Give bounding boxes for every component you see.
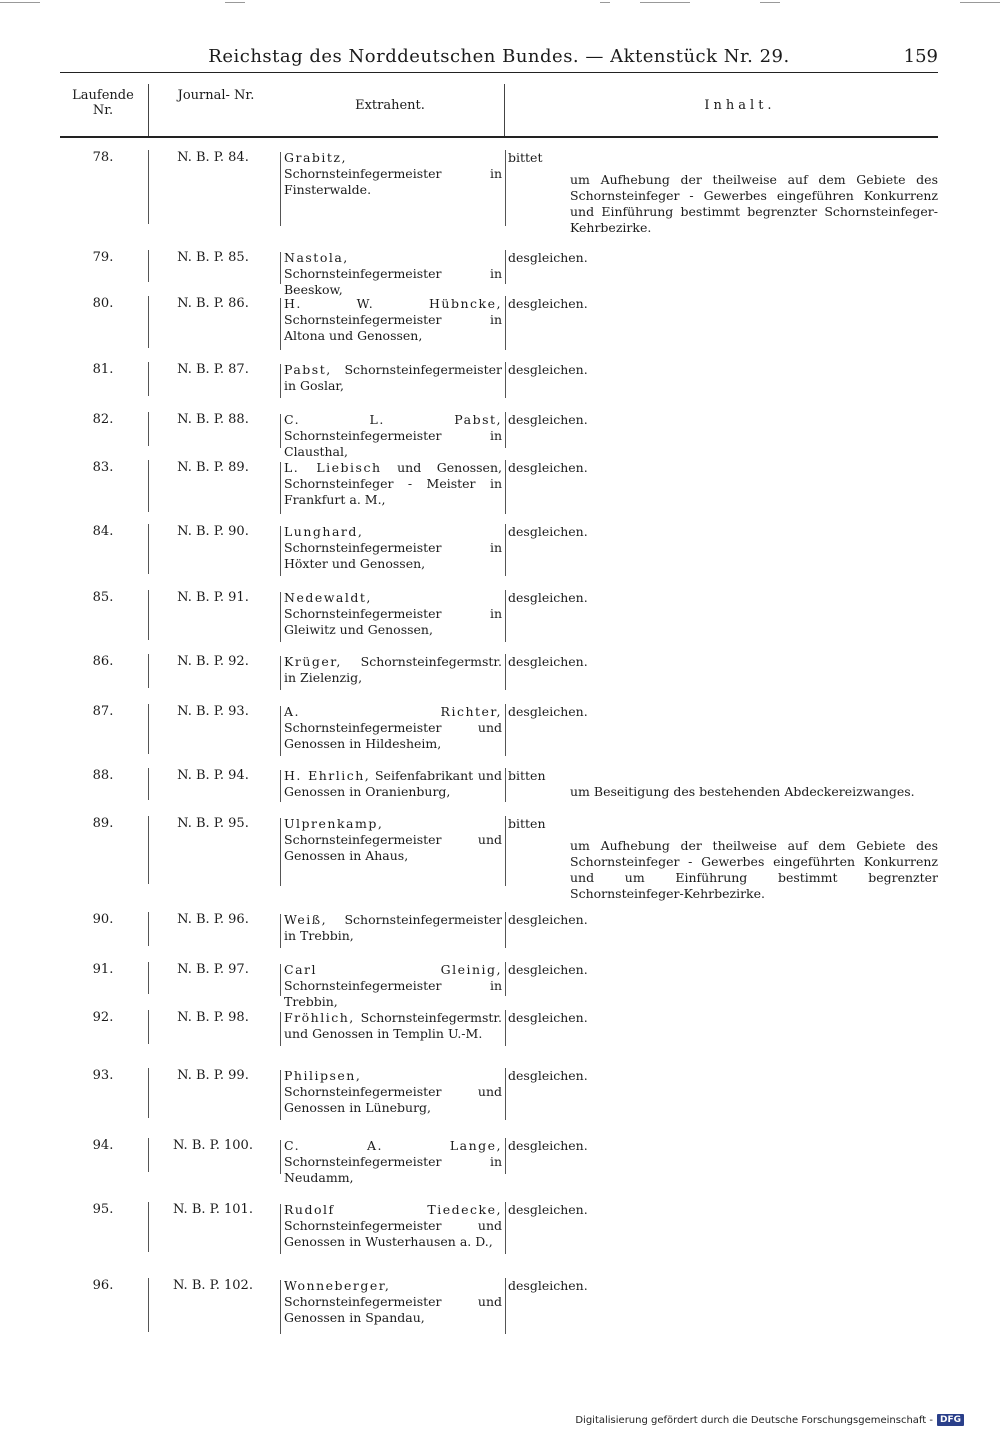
journal-number: N. B. P. 90. bbox=[177, 524, 249, 539]
column-divider bbox=[280, 298, 281, 350]
inhalt-lead: bitten bbox=[508, 816, 546, 831]
column-divider bbox=[148, 1202, 149, 1252]
row-number: 92. bbox=[92, 1010, 114, 1025]
extrahent-cell bbox=[284, 412, 502, 460]
column-divider bbox=[280, 462, 281, 514]
table-row bbox=[0, 150, 1000, 235]
row-number: 89. bbox=[92, 816, 114, 831]
inhalt-lead: bittet bbox=[508, 150, 543, 165]
extrahent-name: C. L. Pabst, bbox=[284, 412, 502, 427]
extrahent-cell bbox=[284, 150, 502, 198]
column-divider bbox=[148, 250, 149, 282]
column-divider bbox=[280, 526, 281, 576]
inhalt-lead: desgleichen. bbox=[508, 1138, 588, 1153]
table-row bbox=[0, 250, 1000, 297]
column-divider bbox=[505, 704, 506, 756]
column-divider bbox=[280, 706, 281, 756]
column-divider bbox=[280, 592, 281, 642]
extrahent-cell bbox=[284, 912, 502, 944]
column-divider bbox=[280, 964, 281, 996]
table-row bbox=[0, 1138, 1000, 1185]
inhalt-lead: desgleichen. bbox=[508, 1068, 588, 1083]
column-header-inhalt: Inhalt. bbox=[704, 98, 776, 113]
column-divider bbox=[280, 818, 281, 886]
inhalt-lead: desgleichen. bbox=[508, 524, 588, 539]
extrahent-name: Wonneberger, bbox=[284, 1278, 391, 1293]
extrahent-cell bbox=[284, 1068, 502, 1116]
journal-number: N. B. P. 86. bbox=[177, 296, 249, 311]
journal-number: N. B. P. 100. bbox=[173, 1138, 253, 1153]
column-divider bbox=[148, 590, 149, 640]
column-divider bbox=[148, 1010, 149, 1044]
inhalt-text: um Aufhebung der theilweise auf dem Gebiete des Schornsteinfeger - Gewerbes eingeführen Konkurrenz und Einführung bestimmt begrenzter Schornsteinfeger-Kehrbezirke. bbox=[570, 172, 938, 235]
inhalt-text: um Beseitigung des bestehenden Abdeckereizwanges. bbox=[570, 784, 915, 799]
extrahent-cell bbox=[284, 1138, 502, 1186]
table-row bbox=[0, 912, 1000, 952]
row-number: 93. bbox=[92, 1068, 114, 1083]
extrahent-name: H. W. Hübncke, bbox=[284, 296, 502, 311]
journal-number: N. B. P. 87. bbox=[177, 362, 249, 377]
row-number: 88. bbox=[92, 768, 114, 783]
column-divider bbox=[280, 914, 281, 948]
extrahent-name: L. Liebisch bbox=[284, 460, 382, 475]
table-row bbox=[0, 1202, 1000, 1258]
column-divider bbox=[148, 654, 149, 688]
column-divider bbox=[148, 84, 149, 136]
inhalt-lead: bitten bbox=[508, 768, 546, 783]
column-divider bbox=[505, 250, 506, 284]
journal-number: N. B. P. 97. bbox=[177, 962, 249, 977]
inhalt-lead: desgleichen. bbox=[508, 296, 588, 311]
extrahent-name: Grabitz, bbox=[284, 150, 347, 165]
extrahent-name: H. Ehrlich, bbox=[284, 768, 371, 783]
row-number: 86. bbox=[92, 654, 114, 669]
extrahent-name: Nastola, bbox=[284, 250, 349, 265]
inhalt-lead: desgleichen. bbox=[508, 912, 588, 927]
inhalt-lead: desgleichen. bbox=[508, 1278, 588, 1293]
row-number: 90. bbox=[92, 912, 114, 927]
row-number: 81. bbox=[92, 362, 114, 377]
column-divider bbox=[505, 362, 506, 398]
row-number: 84. bbox=[92, 524, 114, 539]
column-divider bbox=[148, 1068, 149, 1118]
extrahent-description: Schornsteinfegermeister und Genossen in Spandau, bbox=[284, 1294, 502, 1325]
extrahent-name: Fröhlich, bbox=[284, 1010, 355, 1025]
column-divider bbox=[148, 962, 149, 994]
extrahent-description: Schornsteinfegermeister und Genossen in Hildesheim, bbox=[284, 720, 502, 751]
extrahent-description: Schornsteinfegermeister in Gleiwitz und Genossen, bbox=[284, 606, 502, 637]
column-divider bbox=[148, 768, 149, 800]
extrahent-cell bbox=[284, 296, 502, 344]
extrahent-description: Schornsteinfegermeister in Goslar, bbox=[284, 362, 502, 393]
column-divider bbox=[280, 152, 281, 226]
table-row bbox=[0, 962, 1000, 1009]
extrahent-cell bbox=[284, 962, 502, 1010]
column-divider bbox=[148, 1138, 149, 1172]
column-divider bbox=[505, 150, 506, 226]
column-divider bbox=[148, 1278, 149, 1332]
column-divider bbox=[505, 912, 506, 948]
journal-number: N. B. P. 99. bbox=[177, 1068, 249, 1083]
table-row bbox=[0, 816, 1000, 901]
column-divider bbox=[505, 296, 506, 350]
column-divider bbox=[505, 1010, 506, 1046]
column-headers bbox=[60, 84, 938, 136]
extrahent-name: Rudolf Tiedecke, bbox=[284, 1202, 502, 1217]
column-divider bbox=[505, 962, 506, 996]
column-divider bbox=[148, 524, 149, 574]
row-number: 87. bbox=[92, 704, 114, 719]
extrahent-description: Schornsteinfegermeister in Altona und Genossen, bbox=[284, 312, 502, 343]
row-number: 85. bbox=[92, 590, 114, 605]
extrahent-cell bbox=[284, 654, 502, 686]
inhalt-lead: desgleichen. bbox=[508, 1010, 588, 1025]
extrahent-cell bbox=[284, 768, 502, 800]
column-divider bbox=[280, 1070, 281, 1120]
extrahent-description: Schornsteinfegermeister in Clausthal, bbox=[284, 428, 502, 459]
journal-number: N. B. P. 94. bbox=[177, 768, 249, 783]
column-divider bbox=[505, 412, 506, 448]
row-number: 79. bbox=[92, 250, 114, 265]
column-divider bbox=[280, 414, 281, 448]
column-divider bbox=[505, 1202, 506, 1254]
journal-number: N. B. P. 101. bbox=[173, 1202, 253, 1217]
extrahent-cell bbox=[284, 250, 502, 298]
journal-number: N. B. P. 85. bbox=[177, 250, 249, 265]
column-divider bbox=[505, 1138, 506, 1174]
row-number: 78. bbox=[92, 150, 114, 165]
extrahent-description: Schornsteinfegermeister und Genossen in Lüneburg, bbox=[284, 1084, 502, 1115]
journal-number: N. B. P. 92. bbox=[177, 654, 249, 669]
extrahent-name: Carl Gleinig, bbox=[284, 962, 502, 977]
inhalt-lead: desgleichen. bbox=[508, 654, 588, 669]
extrahent-name: Krüger, bbox=[284, 654, 342, 669]
journal-number: N. B. P. 95. bbox=[177, 816, 249, 831]
table-row bbox=[0, 296, 1000, 354]
column-divider bbox=[505, 654, 506, 690]
column-divider bbox=[505, 1068, 506, 1120]
inhalt-lead: desgleichen. bbox=[508, 590, 588, 605]
column-divider bbox=[280, 1204, 281, 1254]
scan-edge-marks bbox=[0, 0, 1000, 10]
extrahent-cell bbox=[284, 460, 502, 508]
journal-number: N. B. P. 91. bbox=[177, 590, 249, 605]
column-divider bbox=[505, 816, 506, 886]
column-divider bbox=[280, 1140, 281, 1174]
extrahent-name: Pabst, bbox=[284, 362, 332, 377]
inhalt-lead: desgleichen. bbox=[508, 412, 588, 427]
column-divider bbox=[280, 770, 281, 802]
row-number: 96. bbox=[92, 1278, 114, 1293]
running-title: Reichstag des Norddeutschen Bundes. — Aktenstück Nr. 29. bbox=[208, 46, 790, 67]
journal-number: N. B. P. 98. bbox=[177, 1010, 249, 1025]
extrahent-cell bbox=[284, 590, 502, 638]
extrahent-name: A. Richter, bbox=[284, 704, 502, 719]
inhalt-lead: desgleichen. bbox=[508, 250, 588, 265]
column-divider bbox=[505, 768, 506, 802]
extrahent-name: Philipsen, bbox=[284, 1068, 362, 1083]
extrahent-description: Seifenfabrikant und Genossen in Oranienburg, bbox=[284, 768, 502, 799]
column-divider bbox=[505, 524, 506, 576]
extrahent-description: Schornsteinfegermeister in Höxter und Genossen, bbox=[284, 540, 502, 571]
journal-number: N. B. P. 96. bbox=[177, 912, 249, 927]
extrahent-description: Schornsteinfegermeister in Neudamm, bbox=[284, 1154, 502, 1185]
extrahent-name: Lunghard, bbox=[284, 524, 364, 539]
row-number: 80. bbox=[92, 296, 114, 311]
page-number: 159 bbox=[903, 46, 938, 67]
extrahent-name: C. A. Lange, bbox=[284, 1138, 502, 1153]
column-divider bbox=[504, 84, 505, 136]
table-row bbox=[0, 768, 1000, 806]
table-row bbox=[0, 654, 1000, 694]
extrahent-cell bbox=[284, 524, 502, 572]
column-divider bbox=[148, 816, 149, 884]
extrahent-name: Nedewaldt, bbox=[284, 590, 372, 605]
running-head bbox=[60, 46, 938, 74]
column-divider bbox=[148, 912, 149, 946]
extrahent-description: Schornsteinfegermeister in Trebbin, bbox=[284, 978, 502, 1009]
row-number: 82. bbox=[92, 412, 114, 427]
row-number: 83. bbox=[92, 460, 114, 475]
column-header-journal: Journal- Nr. bbox=[177, 88, 255, 103]
inhalt-lead: desgleichen. bbox=[508, 1202, 588, 1217]
extrahent-cell bbox=[284, 1202, 502, 1250]
column-divider bbox=[148, 460, 149, 512]
inhalt-lead: desgleichen. bbox=[508, 460, 588, 475]
column-divider bbox=[505, 460, 506, 514]
extrahent-cell bbox=[284, 362, 502, 394]
footer bbox=[575, 1414, 964, 1426]
column-divider bbox=[148, 704, 149, 754]
extrahent-description: Schornsteinfegermstr. in Zielenzig, bbox=[284, 654, 502, 685]
extrahent-cell bbox=[284, 816, 502, 864]
table-row bbox=[0, 524, 1000, 580]
extrahent-cell bbox=[284, 1010, 502, 1042]
column-header-extrahent: Extrahent. bbox=[355, 98, 425, 113]
column-divider bbox=[280, 252, 281, 284]
inhalt-lead: desgleichen. bbox=[508, 962, 588, 977]
row-number: 95. bbox=[92, 1202, 114, 1217]
table-row bbox=[0, 1278, 1000, 1338]
header-bottom-rule bbox=[60, 136, 938, 138]
column-divider bbox=[505, 1278, 506, 1334]
journal-number: N. B. P. 89. bbox=[177, 460, 249, 475]
head-rule bbox=[60, 72, 938, 73]
table-row bbox=[0, 704, 1000, 760]
extrahent-description: Schornsteinfegermeister in Finsterwalde. bbox=[284, 166, 502, 197]
column-divider bbox=[505, 590, 506, 642]
column-divider bbox=[148, 362, 149, 396]
extrahent-description: und Genossen, Schornsteinfeger - Meister in Frankfurt a. M., bbox=[284, 460, 502, 507]
dfg-logo: DFG bbox=[937, 1414, 964, 1426]
column-divider bbox=[280, 364, 281, 398]
inhalt-lead: desgleichen. bbox=[508, 362, 588, 377]
extrahent-description: Schornsteinfegermeister und Genossen in Wusterhausen a. D., bbox=[284, 1218, 502, 1249]
journal-number: N. B. P. 102. bbox=[173, 1278, 253, 1293]
table-row bbox=[0, 1068, 1000, 1124]
journal-number: N. B. P. 84. bbox=[177, 150, 249, 165]
journal-number: N. B. P. 93. bbox=[177, 704, 249, 719]
footer-text: Digitalisierung gefördert durch die Deutsche Forschungsgemeinschaft - bbox=[575, 1414, 933, 1426]
extrahent-cell bbox=[284, 704, 502, 752]
extrahent-description: Schornsteinfegermstr. und Genossen in Templin U.-M. bbox=[284, 1010, 502, 1041]
column-divider bbox=[280, 1012, 281, 1046]
column-divider bbox=[148, 412, 149, 446]
table-row bbox=[0, 362, 1000, 402]
column-divider bbox=[280, 1280, 281, 1334]
row-number: 91. bbox=[92, 962, 114, 977]
table-row bbox=[0, 590, 1000, 646]
table-row bbox=[0, 1010, 1000, 1050]
column-divider bbox=[280, 656, 281, 690]
extrahent-description: Schornsteinfegermeister in Beeskow, bbox=[284, 266, 502, 297]
table-row bbox=[0, 412, 1000, 459]
row-number: 94. bbox=[92, 1138, 114, 1153]
table-row bbox=[0, 460, 1000, 518]
column-header-lfd: Laufende Nr. bbox=[72, 88, 134, 118]
extrahent-name: Ulprenkamp, bbox=[284, 816, 384, 831]
inhalt-lead: desgleichen. bbox=[508, 704, 588, 719]
inhalt-text: um Aufhebung der theilweise auf dem Gebiete des Schornsteinfeger - Gewerbes eingeführten Konkurrenz und um Einführung bestimmt begrenzter Schornsteinfeger-Kehrbezirke. bbox=[570, 838, 938, 901]
column-divider bbox=[148, 150, 149, 224]
extrahent-description: Schornsteinfegermeister in Trebbin, bbox=[284, 912, 502, 943]
journal-number: N. B. P. 88. bbox=[177, 412, 249, 427]
extrahent-cell bbox=[284, 1278, 502, 1326]
extrahent-description: Schornsteinfegermeister und Genossen in Ahaus, bbox=[284, 832, 502, 863]
extrahent-name: Weiß, bbox=[284, 912, 328, 927]
column-divider bbox=[148, 296, 149, 348]
